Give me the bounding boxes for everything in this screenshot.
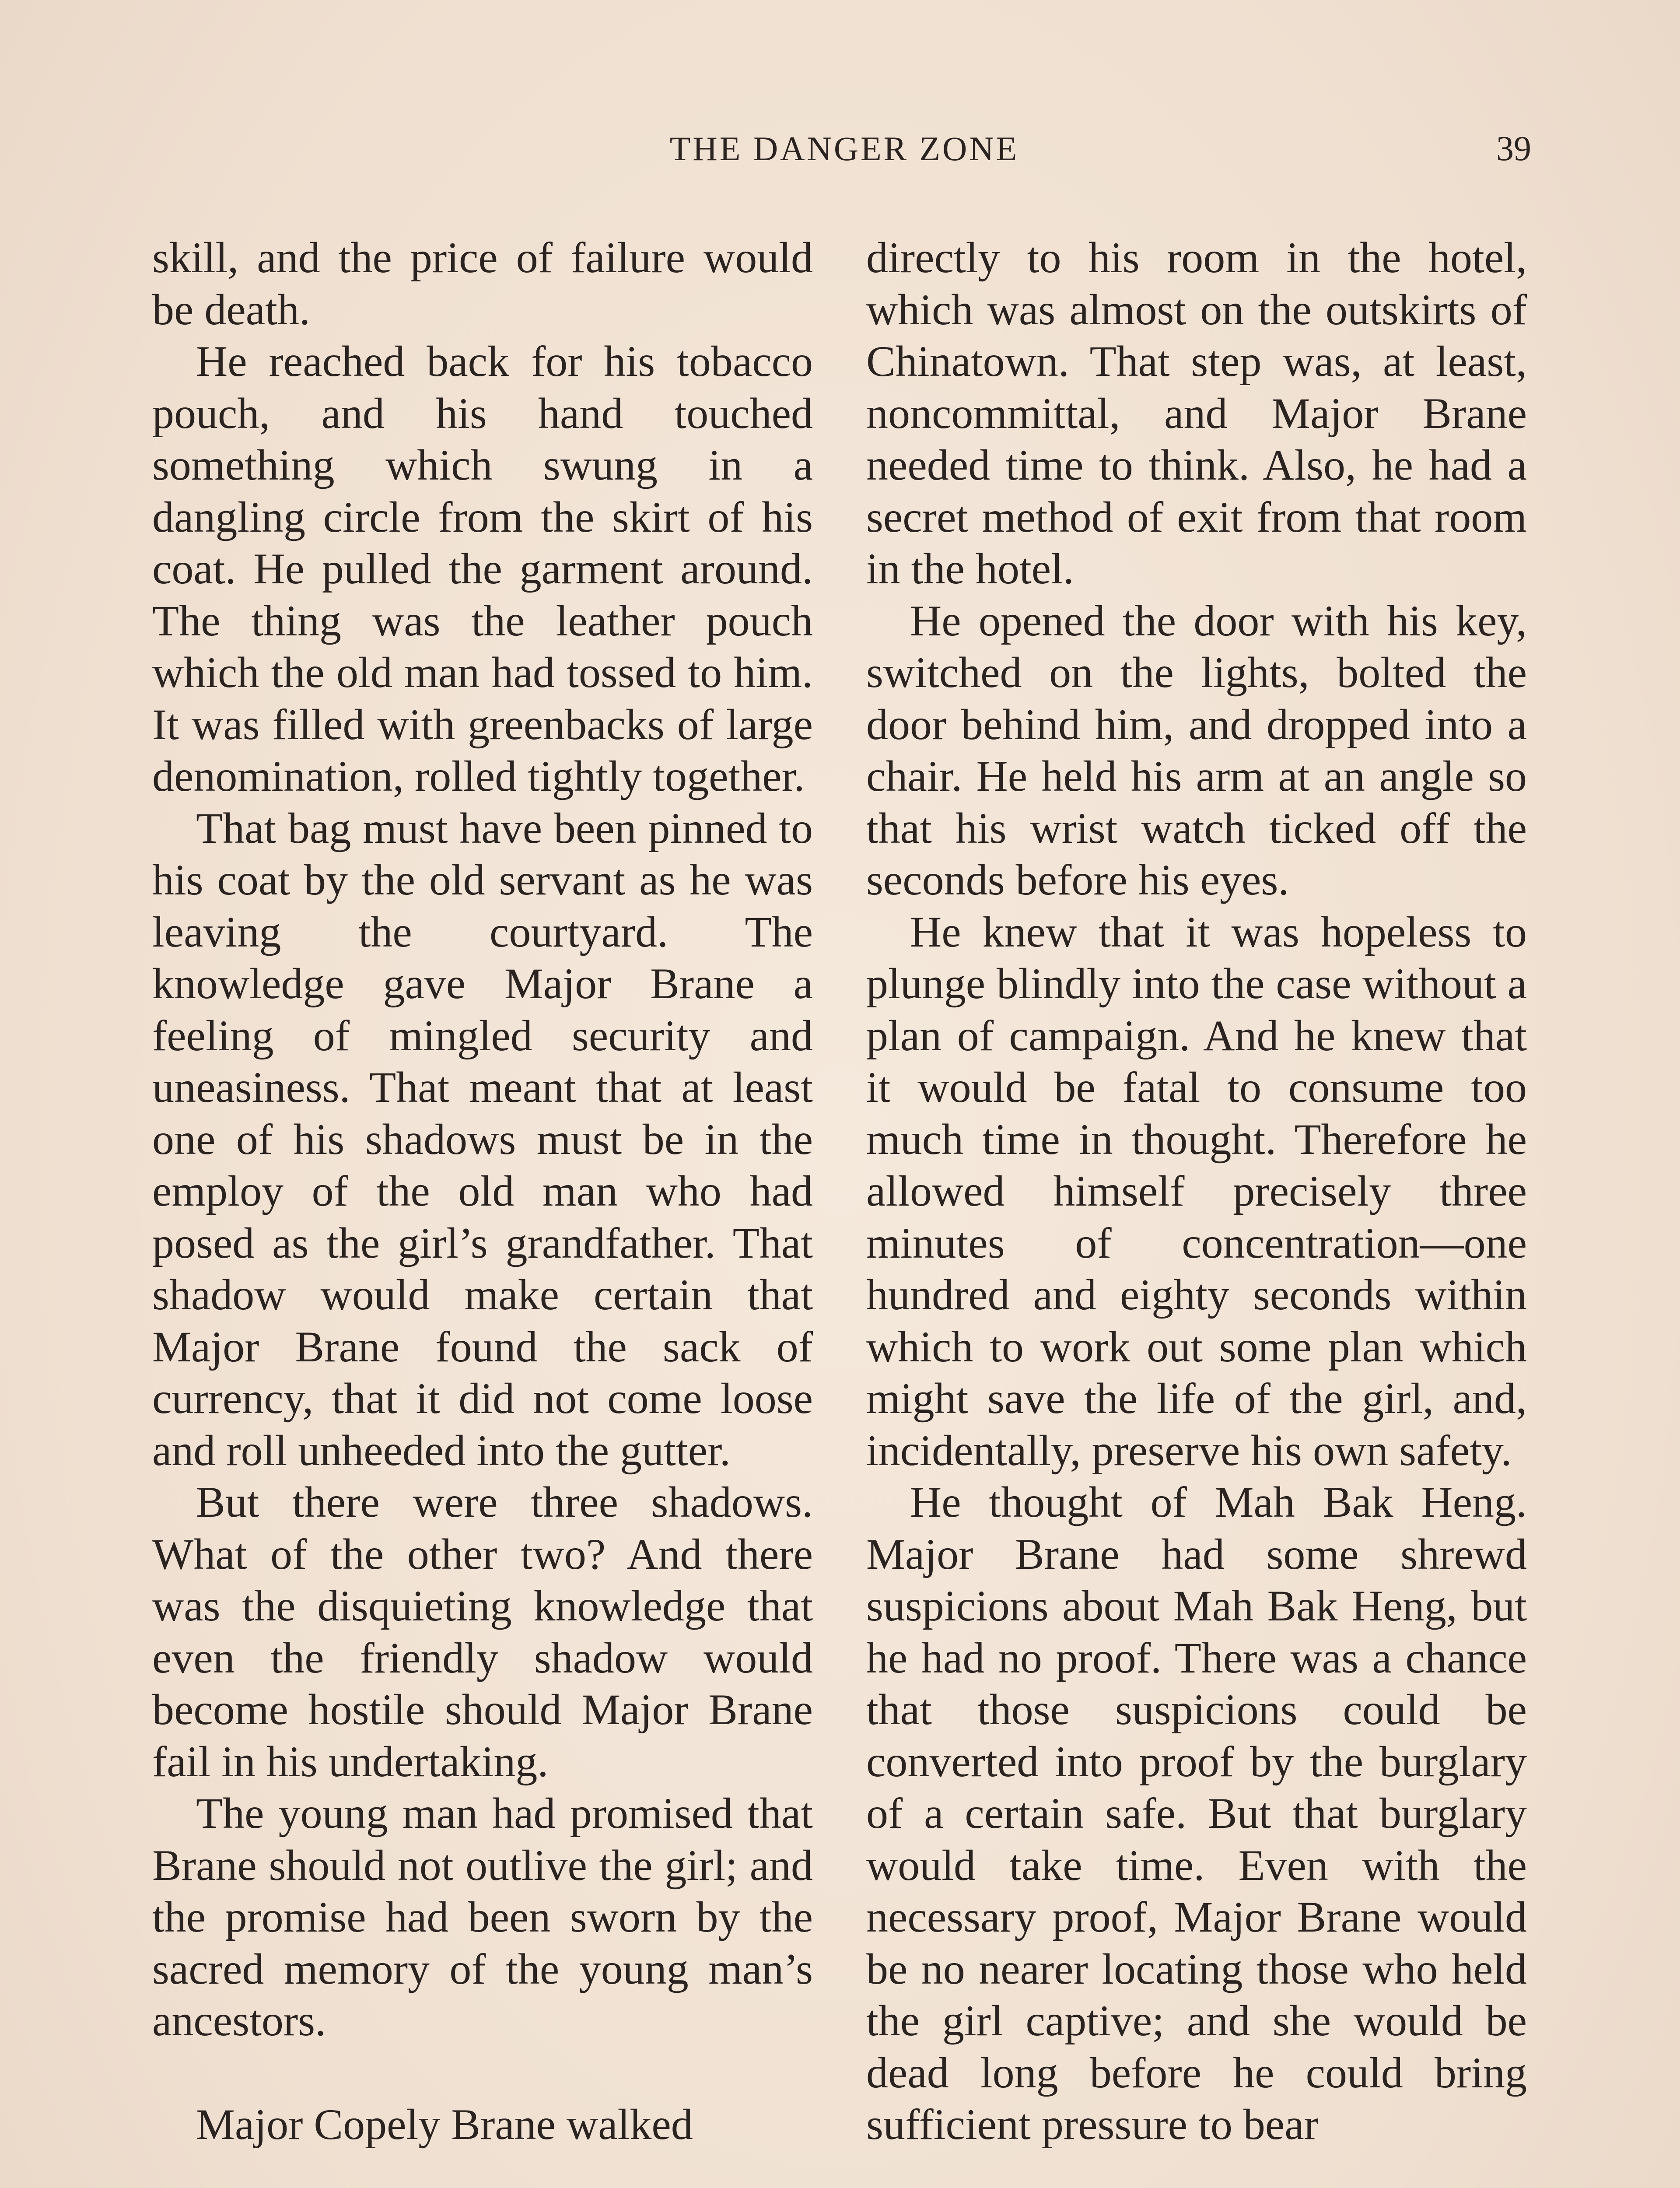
paragraph: directly to his room in the hotel, which was almost on the outskirts of Chinatown. That step was, at least, noncommittal, and Major Brane needed time to think. Also, he had a secret method of exit from that room in the hotel. bbox=[866, 233, 1527, 593]
paragraph: He opened the door with his key, switched on the lights, bolted the door behind him, and dropped into a chair. He held his arm at an angle so that his wrist watch ticked off the seconds before his eyes. bbox=[866, 596, 1527, 904]
paragraph: Major Copely Brane walked bbox=[196, 2100, 693, 2149]
page-number: 39 bbox=[1496, 130, 1531, 168]
paragraph: He reached back for his tobacco pouch, and his hand touched something which swung in a dangling circle from the skirt of his coat. He pulled the garment around. The thing was the leather pouch which the old man had tossed to him. It was filled with greenbacks of large denomination, rolled tightly together. bbox=[152, 337, 813, 800]
paragraph: The young man had promised that Brane should not outlive the girl; and the promise had been sworn by the sacred memory of the young man’s ancestors. bbox=[152, 1789, 813, 2045]
left-text-column bbox=[152, 232, 813, 2151]
paragraph: That bag must have been pinned to his coat by the old servant as he was leaving the courtyard. The knowledge gave Major Brane a feeling of mingled security and uneasiness. That meant that at least one of his shadows must be in the employ of the old man who had posed as the girl’s grandfather. That shadow would make certain that Major Brane found the sack of currency, that it did not come loose and roll unheeded into the gutter. bbox=[152, 803, 813, 1475]
paragraph: But there were three shadows. What of the other two? And there was the disquieting knowledge that even the friendly shadow would become hostile should Major Brane fail in his undertaking. bbox=[152, 1478, 813, 1786]
paragraph: He knew that it was hopeless to plunge blindly into the case without a plan of campaign. And he knew that it would be fatal to consume too much time in thought. Therefore he allowed himself precisely three minutes of concentration—one hundred and eighty seconds within which to work out some plan which might save the life of the girl, and, incidentally, preserve his own safety. bbox=[866, 907, 1527, 1475]
paragraph: skill, and the price of failure would be death. bbox=[152, 233, 813, 334]
paragraph: He thought of Mah Bak Heng. Major Brane had some shrewd suspicions about Mah Bak Heng, but he had no proof. There was a chance that those suspicions could be converted into proof by the burglary of a certain safe. But that burglary would take time. Even with the necessary proof, Major Brane would be no nearer locating those who held the girl captive; and she would be dead long before he could bring sufficient pressure to bear bbox=[866, 1478, 1527, 2149]
running-head: THE DANGER ZONE bbox=[669, 130, 1019, 168]
right-text-column bbox=[866, 232, 1527, 2151]
